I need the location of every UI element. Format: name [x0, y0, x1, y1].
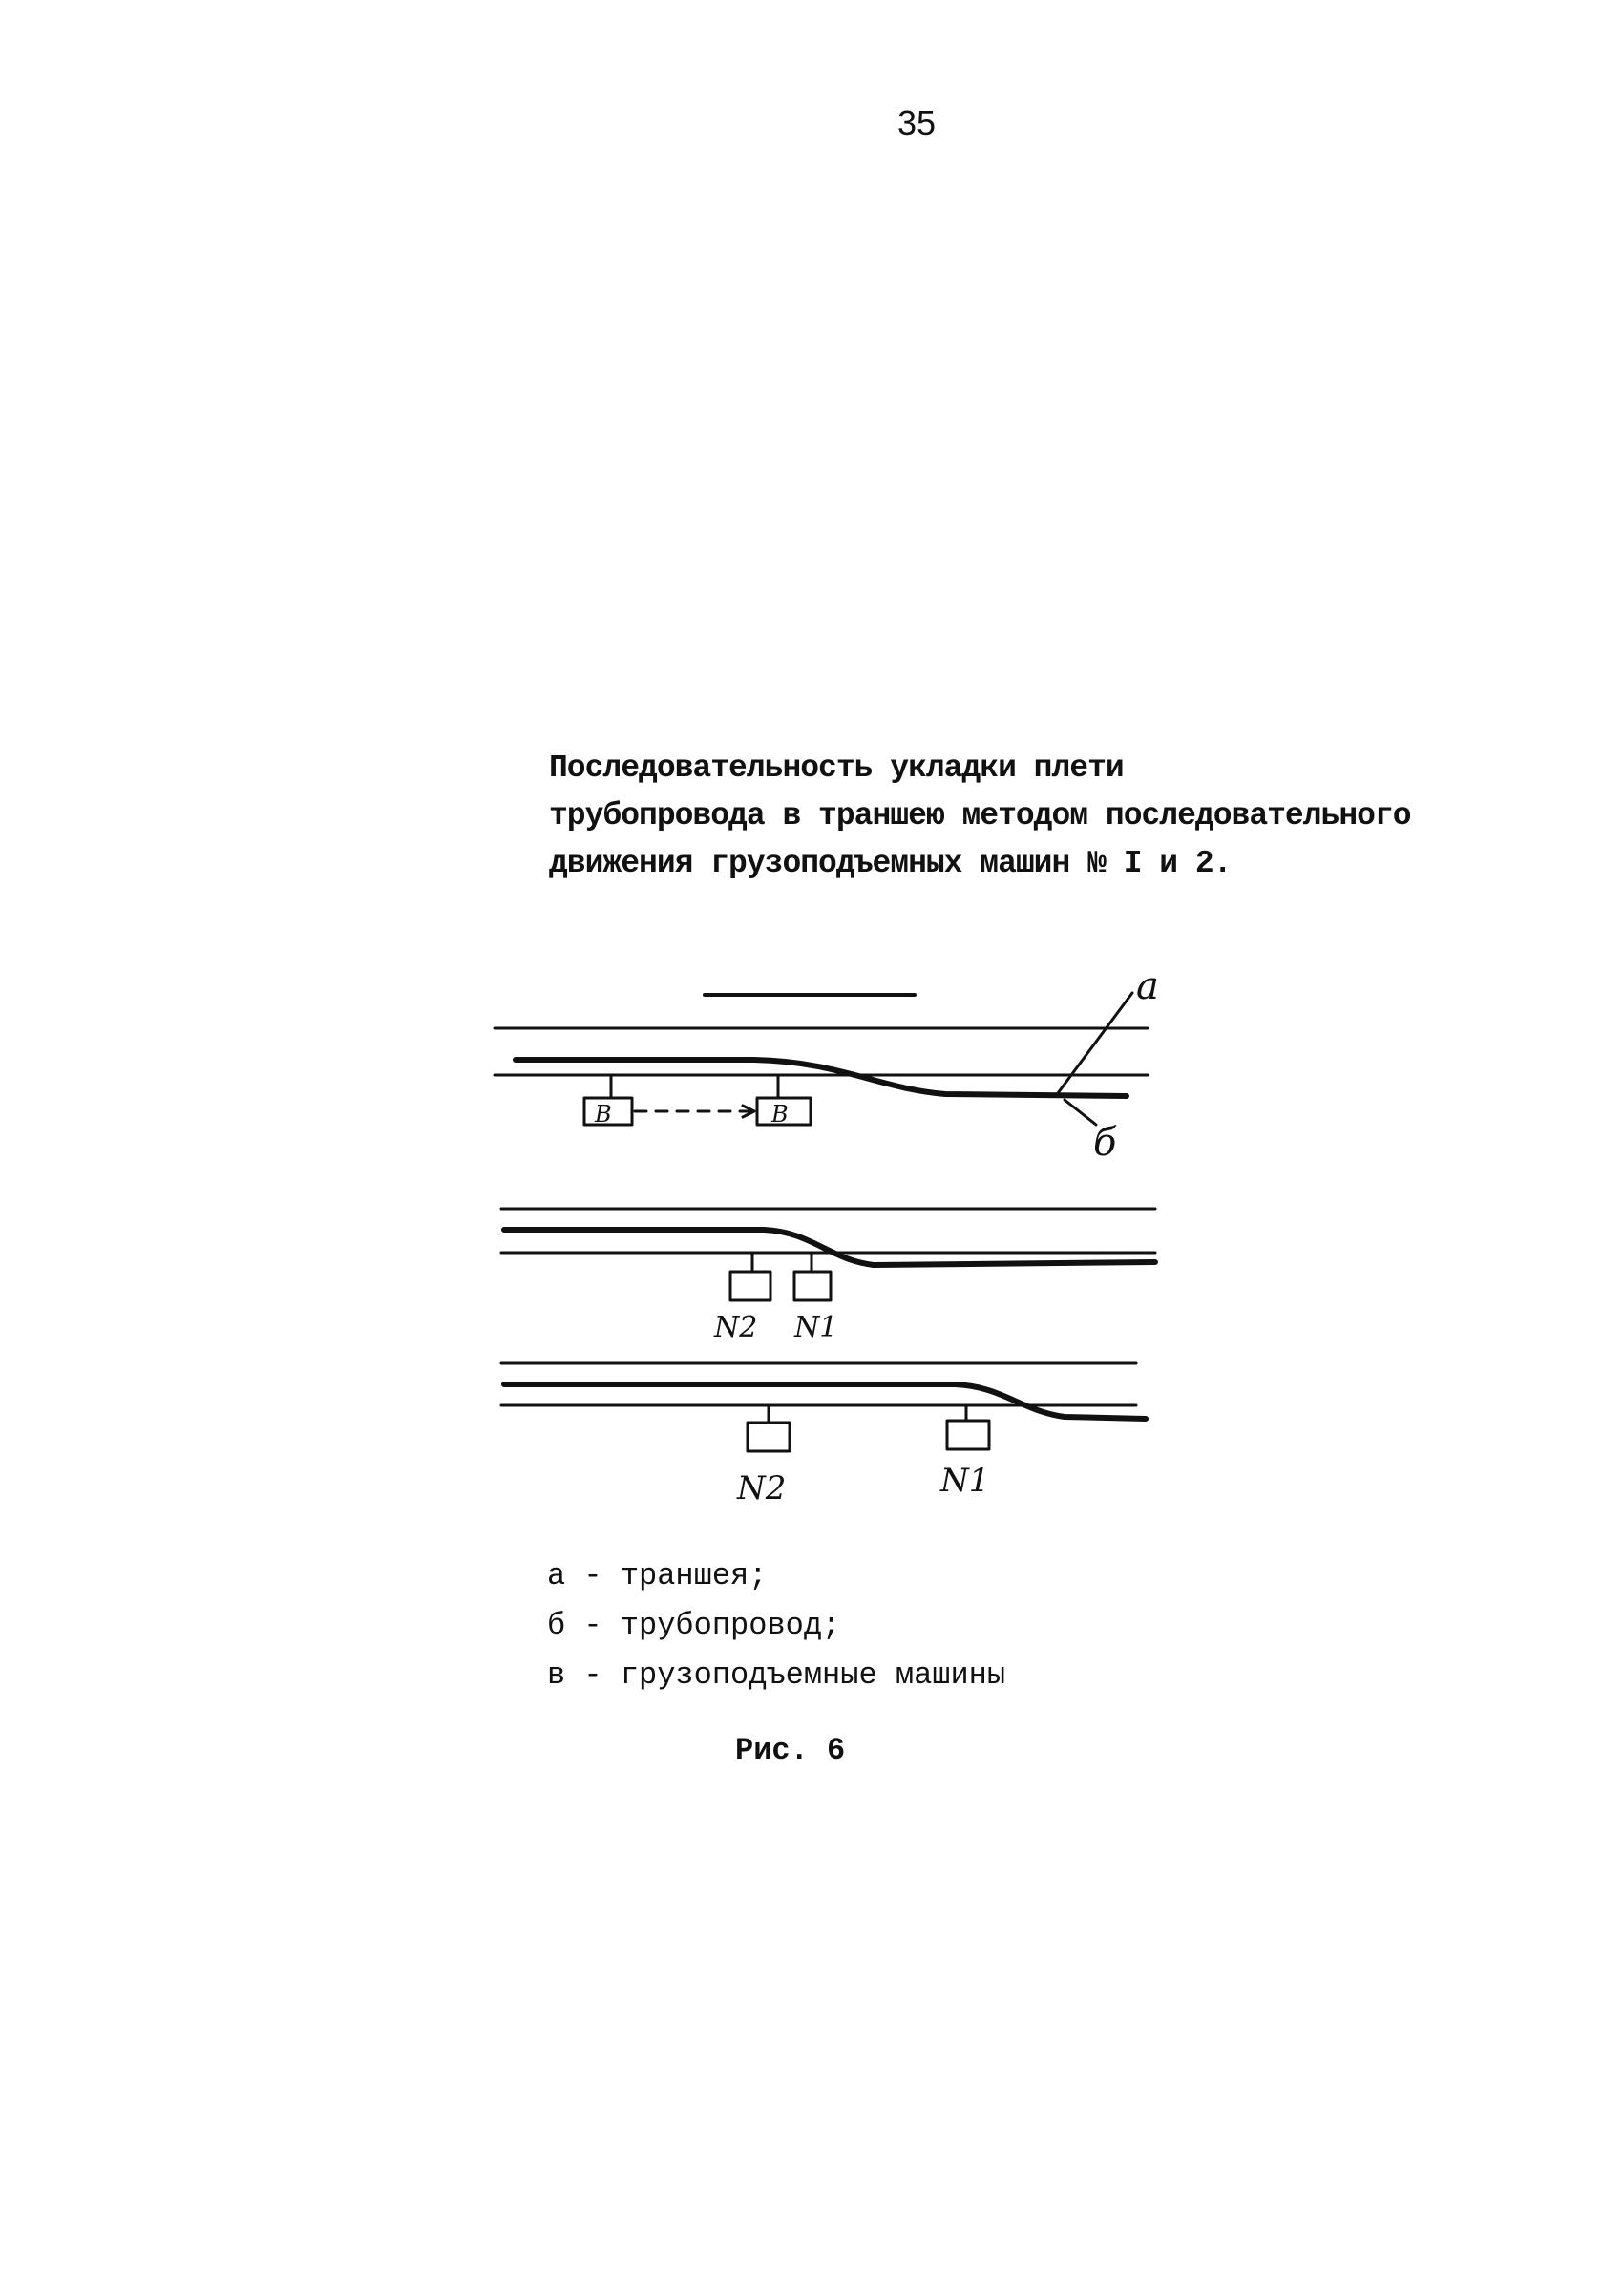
- panel-3: [501, 1363, 1146, 1451]
- panel-2: [501, 1209, 1155, 1300]
- page-number: 35: [897, 103, 937, 142]
- panel-3-label-n2: N2: [737, 1469, 787, 1508]
- machine-n2-box: [748, 1423, 790, 1451]
- trench-leader-line: [1058, 993, 1132, 1093]
- machine-2-label: В: [771, 1101, 789, 1128]
- caption-line-1: Последовательность укладки плети: [549, 750, 1124, 786]
- machine-n1-box: [794, 1272, 831, 1300]
- panel-2-label-n1: N1: [794, 1311, 838, 1344]
- label-pipeline: б: [1093, 1121, 1117, 1165]
- legend-item-trench: а - траншея;: [547, 1558, 768, 1593]
- legend-item-pipeline: б - трубопровод;: [547, 1608, 841, 1643]
- caption-line-3: движения грузоподъемных машин № I и 2.: [549, 846, 1232, 881]
- caption-line-2: трубопровода в траншею методом последовательного: [549, 798, 1411, 833]
- figure-legend: [547, 1551, 1005, 1700]
- panel-1: [495, 993, 1148, 1125]
- panel-3-label-n1: N1: [940, 1462, 990, 1500]
- pipeline-curve: [504, 1230, 1155, 1265]
- machine-n2-box: [730, 1272, 770, 1300]
- machine-1-label: В: [595, 1101, 612, 1128]
- pipeline-curve: [516, 1060, 1127, 1096]
- pipeline-curve: [504, 1384, 1146, 1419]
- pipeline-leader-line: [1065, 1100, 1096, 1125]
- legend-item-machines: в - грузоподъемные машины: [547, 1657, 1006, 1693]
- panel-2-label-n2: N2: [714, 1311, 758, 1344]
- label-trench: а: [1136, 964, 1159, 1008]
- figure-label: Рис. 6: [735, 1733, 846, 1768]
- machine-n1-box: [947, 1421, 989, 1449]
